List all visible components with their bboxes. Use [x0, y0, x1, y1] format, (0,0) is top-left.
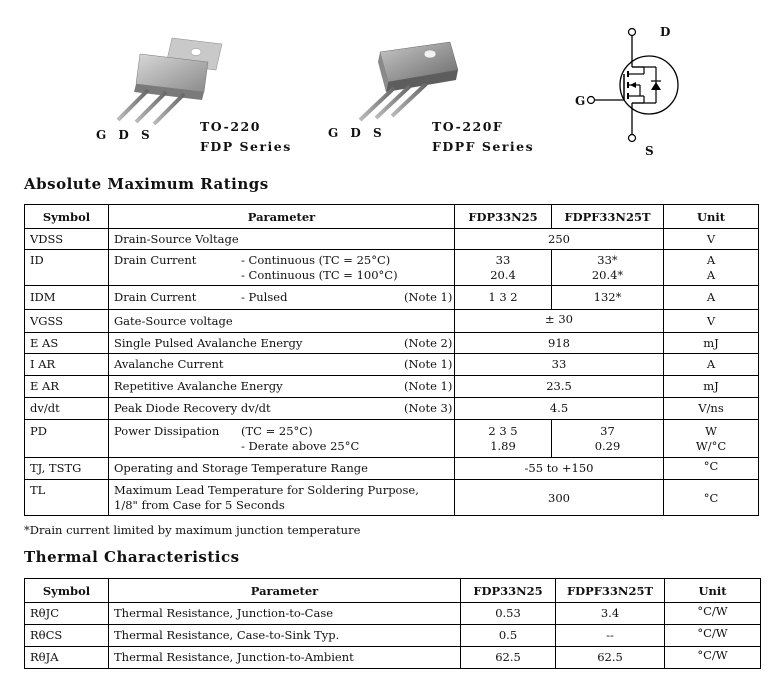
value-cell: 33: [455, 354, 664, 376]
header-parameter: Parameter: [109, 579, 461, 603]
parameter-cell: Drain-Source Voltage: [109, 229, 455, 250]
value-cell: 23.5: [455, 376, 664, 398]
parameter-cell: Thermal Resistance, Junction-to-Ambient: [109, 647, 461, 669]
table-row: [25, 603, 761, 625]
symbol-cell: E AS: [25, 333, 109, 354]
mosfet-schematic-symbol: [566, 18, 686, 163]
condition-derate: - Derate above 25°C: [241, 439, 360, 453]
parameter-name: Drain Current: [114, 253, 197, 267]
parameter-cell: [109, 250, 455, 286]
parameter-name: Peak Diode Recovery dv/dt: [114, 401, 271, 415]
fdpf-derate: 0.29: [594, 439, 621, 453]
unit-power: W: [705, 424, 717, 438]
unit-cell: °C/W: [665, 625, 761, 647]
fdpf-power: 37: [600, 424, 615, 438]
fdpf-value-cell: [552, 250, 664, 286]
unit-cell: A: [664, 286, 759, 310]
parameter-cell: [109, 480, 455, 516]
header-fdp33n25: FDP33N25: [455, 205, 552, 229]
value-cell: ± 30: [455, 310, 664, 333]
symbol-cell: PD: [25, 420, 109, 458]
fdp-derate: 1.89: [490, 439, 516, 453]
table-row: [25, 398, 759, 420]
table-header-row: [25, 205, 759, 229]
fdp-value-cell: [455, 420, 552, 458]
note-ref: (Note 2): [404, 336, 453, 350]
parameter-cell: Gate-Source voltage: [109, 310, 455, 333]
drain-current-footnote: *Drain current limited by maximum junction temperature: [24, 523, 361, 537]
value-cell: 4.5: [455, 398, 664, 420]
fdpf-value-cell: [552, 420, 664, 458]
header-unit: Unit: [665, 579, 761, 603]
absolute-max-ratings-title: Absolute Maximum Ratings: [24, 175, 269, 193]
unit-cell: °C/W: [665, 603, 761, 625]
absolute-max-ratings-table: [24, 204, 759, 516]
header-fdpf33n25t: FDPF33N25T: [556, 579, 665, 603]
parameter-name: Drain Current: [114, 290, 197, 304]
parameter-cell: [109, 420, 455, 458]
header-fdp33n25: FDP33N25: [461, 579, 556, 603]
symbol-cell: VDSS: [25, 229, 109, 250]
fdp-value-cell: 62.5: [461, 647, 556, 669]
header-symbol: Symbol: [25, 579, 109, 603]
header-parameter: Parameter: [109, 205, 455, 229]
header-unit: Unit: [664, 205, 759, 229]
gate-pin-label: G: [575, 94, 586, 108]
unit-cell: [664, 420, 759, 458]
parameter-cell: Operating and Storage Temperature Range: [109, 458, 455, 480]
fdp-value-cell: [455, 250, 552, 286]
unit-cell: A: [664, 354, 759, 376]
drain-pin-label: D: [660, 25, 671, 39]
unit-cell: °C/W: [665, 647, 761, 669]
to220-package-image: [104, 30, 234, 125]
fdp-value-cell: 0.5: [461, 625, 556, 647]
table-row: [25, 647, 761, 669]
fdpf-series-label: FDPF Series: [432, 139, 535, 154]
symbol-cell: E AR: [25, 376, 109, 398]
note-ref: (Note 1): [404, 357, 453, 371]
parameter-line-2: 1/8" from Case for 5 Seconds: [114, 498, 285, 512]
unit-cell: mJ: [664, 333, 759, 354]
table-row: [25, 625, 761, 647]
symbol-cell: IDM: [25, 286, 109, 310]
unit-cell: °C: [664, 458, 759, 480]
parameter-line-1: Maximum Lead Temperature for Soldering Purpose,: [114, 483, 419, 497]
value-cell: 250: [455, 229, 664, 250]
parameter-name: Single Pulsed Avalanche Energy: [114, 336, 303, 350]
fdp-value-100c: 20.4: [490, 268, 516, 282]
fdp-value-25c: 33: [495, 253, 511, 267]
parameter-cell: [109, 354, 455, 376]
symbol-cell: ID: [25, 250, 109, 286]
thermal-characteristics-title: Thermal Characteristics: [24, 548, 240, 566]
value-cell: -55 to +150: [455, 458, 664, 480]
fdp-power: 2 3 5: [488, 424, 518, 438]
unit-100c: A: [706, 268, 716, 282]
table-row: [25, 286, 759, 310]
unit-cell: V: [664, 229, 759, 250]
note-ref: (Note 1): [404, 379, 453, 393]
parameter-cell: [109, 376, 455, 398]
fdpf-value-cell: 132*: [552, 286, 664, 310]
to220f-package-image: [338, 30, 468, 125]
table-row: [25, 354, 759, 376]
to220f-package-label: [432, 117, 534, 157]
fdpf-value-cell: --: [556, 625, 665, 647]
fdp-value-cell: 1 3 2: [455, 286, 552, 310]
symbol-cell: TJ, TSTG: [25, 458, 109, 480]
value-cell: 918: [455, 333, 664, 354]
unit-cell: V: [664, 310, 759, 333]
unit-cell: V/ns: [664, 398, 759, 420]
unit-cell: mJ: [664, 376, 759, 398]
unit-cell: °C: [664, 480, 759, 516]
unit-derate: W/°C: [695, 439, 727, 453]
parameter-cell: Thermal Resistance, Case-to-Sink Typ.: [109, 625, 461, 647]
value-cell: 300: [455, 480, 664, 516]
to220-pin-labels: G D S: [96, 128, 154, 142]
symbol-cell: RθJA: [25, 647, 109, 669]
header-fdpf33n25t: FDPF33N25T: [552, 205, 664, 229]
parameter-cell: [109, 286, 455, 310]
fdpf-value-25c: 33*: [597, 253, 618, 267]
fdp-value-cell: 0.53: [461, 603, 556, 625]
parameter-cell: Thermal Resistance, Junction-to-Case: [109, 603, 461, 625]
symbol-cell: dv/dt: [25, 398, 109, 420]
note-ref: (Note 1): [404, 290, 453, 304]
table-row: [25, 480, 759, 516]
to220-package-label: [200, 117, 292, 157]
parameter-cell: [109, 333, 455, 354]
table-row: [25, 310, 759, 333]
parameter-cell: [109, 398, 455, 420]
table-row: [25, 420, 759, 458]
unit-25c: A: [706, 253, 716, 267]
condition-tc25: - Continuous (TC = 25°C): [241, 253, 391, 267]
symbol-cell: RθJC: [25, 603, 109, 625]
source-pin-label: S: [645, 144, 654, 158]
table-row: [25, 333, 759, 354]
symbol-cell: I AR: [25, 354, 109, 376]
parameter-name: Repetitive Avalanche Energy: [114, 379, 283, 393]
table-row: [25, 458, 759, 480]
fdp-series-label: FDP Series: [200, 139, 292, 154]
table-row: [25, 250, 759, 286]
symbol-cell: RθCS: [25, 625, 109, 647]
thermal-characteristics-table: [24, 578, 761, 669]
table-header-row: [25, 579, 761, 603]
table-row: [25, 229, 759, 250]
to220-package-name: TO-220: [200, 119, 261, 134]
symbol-cell: VGSS: [25, 310, 109, 333]
fdpf-value-100c: 20.4*: [591, 268, 624, 282]
to220f-package-name: TO-220F: [432, 119, 504, 134]
table-row: [25, 376, 759, 398]
parameter-name: Power Dissipation: [114, 424, 220, 438]
condition-tc100: - Continuous (TC = 100°C): [241, 268, 398, 282]
fdpf-value-cell: 3.4: [556, 603, 665, 625]
condition-tc25: (TC = 25°C): [241, 424, 313, 438]
header-symbol: Symbol: [25, 205, 109, 229]
unit-cell: [664, 250, 759, 286]
condition-pulsed: - Pulsed: [241, 290, 288, 304]
to220f-pin-labels: G D S: [328, 126, 386, 140]
symbol-cell: TL: [25, 480, 109, 516]
parameter-name: Avalanche Current: [114, 357, 224, 371]
fdpf-value-cell: 62.5: [556, 647, 665, 669]
note-ref: (Note 3): [404, 401, 453, 415]
